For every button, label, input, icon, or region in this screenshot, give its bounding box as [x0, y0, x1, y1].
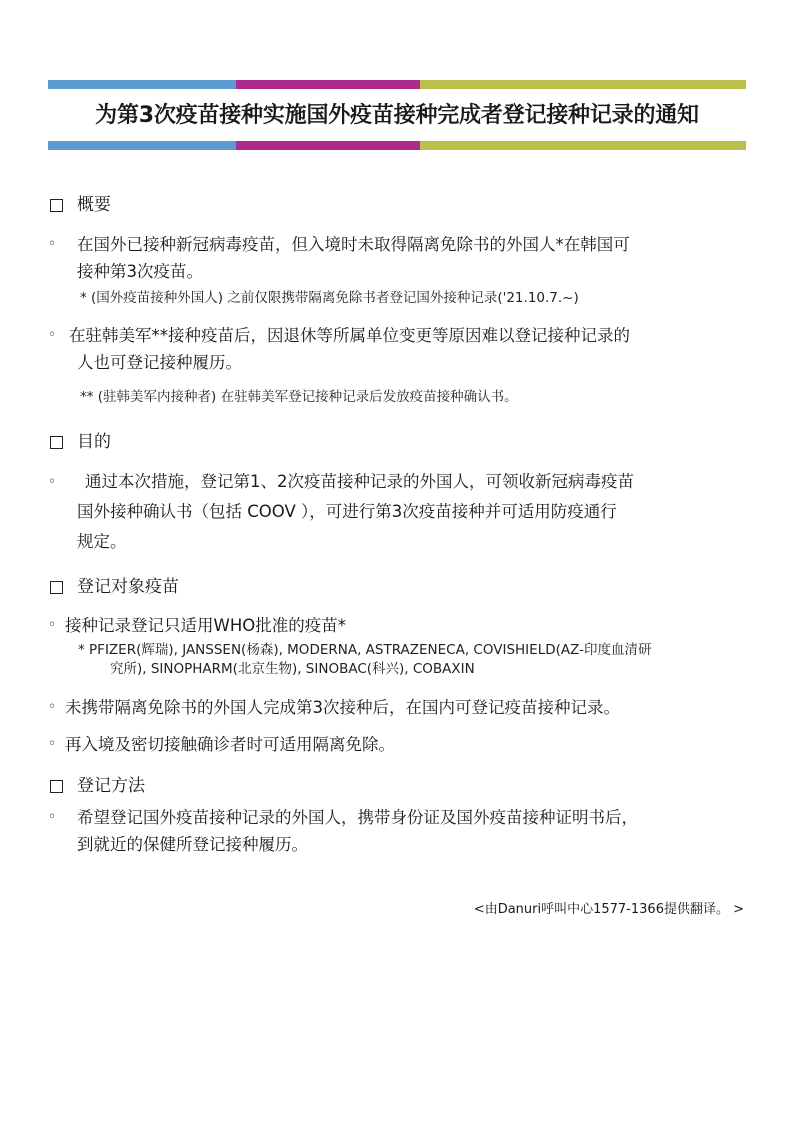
method-bullet — [48, 804, 748, 858]
bullet-icon: ◦ — [48, 617, 57, 633]
section-heading-target — [50, 575, 179, 599]
section-heading-purpose — [50, 430, 111, 454]
stripe-olive — [420, 141, 746, 150]
bullet-line: 未携带隔离免除书的外国人完成第3次接种后，在国内可登记疫苗接种记录。 — [65, 698, 620, 717]
bullet-line: 人也可登记接种履历。 — [77, 353, 242, 372]
note-line: * PFIZER(辉瑞), JANSSEN(杨森), MODERNA, ASTRAZENECA, COVISHIELD(AZ-印度血清研 — [78, 642, 652, 658]
stripe-magenta — [236, 141, 420, 150]
overview-bullet-1 — [48, 231, 748, 285]
bullet-line: 国外接种确认书（包括 COOV ），可进行第3次疫苗接种并可适用防疫通行 — [77, 502, 617, 521]
note-line: 究所), SINOPHARM(北京生物), SINOBAC(科兴), COBAXIN — [110, 661, 475, 677]
bullet-icon: ◦ — [48, 327, 57, 343]
checkbox-square-icon — [50, 436, 63, 449]
checkbox-square-icon — [50, 780, 63, 793]
heading-text: 登记方法 — [77, 776, 145, 796]
bullet-icon: ◦ — [48, 236, 57, 252]
stripe-magenta — [236, 80, 420, 89]
bullet-line: 再入境及密切接触确诊者时可适用隔离免除。 — [65, 735, 395, 754]
stripe-blue — [48, 80, 236, 89]
heading-text: 登记对象疫苗 — [77, 577, 179, 597]
heading-text: 概要 — [77, 195, 111, 215]
top-color-stripe — [48, 80, 746, 89]
bullet-line: 希望登记国外疫苗接种记录的外国人，携带身份证及国外疫苗接种证明书后， — [77, 808, 638, 827]
checkbox-square-icon — [50, 199, 63, 212]
target-bullet-3 — [48, 731, 748, 758]
translation-credit: <由Danuri呼叫中心1577-1366提供翻译。 > — [473, 902, 744, 917]
bullet-icon: ◦ — [48, 809, 57, 825]
bullet-line: 通过本次措施，登记第1、2次疫苗接种记录的外国人，可领收新冠病毒疫苗 — [85, 472, 634, 491]
stripe-blue — [48, 141, 236, 150]
bullet-line: 接种记录登记只适用WHO批准的疫苗* — [65, 616, 346, 635]
bullet-icon: ◦ — [48, 736, 57, 752]
bullet-icon: ◦ — [48, 699, 57, 715]
bullet-line: 在驻韩美军**接种疫苗后，因退休等所属单位变更等原因难以登记接种记录的 — [69, 326, 630, 345]
target-bullet-2 — [48, 694, 748, 721]
bullet-line: 到就近的保健所登记接种履历。 — [77, 835, 308, 854]
page-title: 为第3次疫苗接种实施国外疫苗接种完成者登记接种记录的通知 — [95, 103, 699, 128]
overview-note-2: ** (驻韩美军内接种者) 在驻韩美军登记接种记录后发放疫苗接种确认书。 — [80, 389, 518, 405]
purpose-bullet — [48, 467, 748, 557]
bullet-line: 规定。 — [77, 532, 127, 551]
heading-text: 目的 — [77, 432, 111, 452]
checkbox-square-icon — [50, 581, 63, 594]
target-note — [78, 641, 652, 679]
bullet-icon: ◦ — [48, 474, 57, 490]
bottom-color-stripe — [48, 141, 746, 150]
target-bullet-1 — [48, 612, 748, 639]
bullet-line: 接种第3次疫苗。 — [77, 262, 203, 281]
overview-note-1: * (国外疫苗接种外国人) 之前仅限携带隔离免除书者登记国外接种记录('21.10.7.~) — [80, 290, 579, 306]
bullet-line: 在国外已接种新冠病毒疫苗，但入境时未取得隔离免除书的外国人*在韩国可 — [77, 235, 630, 254]
section-heading-overview — [50, 193, 111, 217]
stripe-olive — [420, 80, 746, 89]
section-heading-method — [50, 774, 145, 798]
overview-bullet-2 — [48, 322, 748, 376]
